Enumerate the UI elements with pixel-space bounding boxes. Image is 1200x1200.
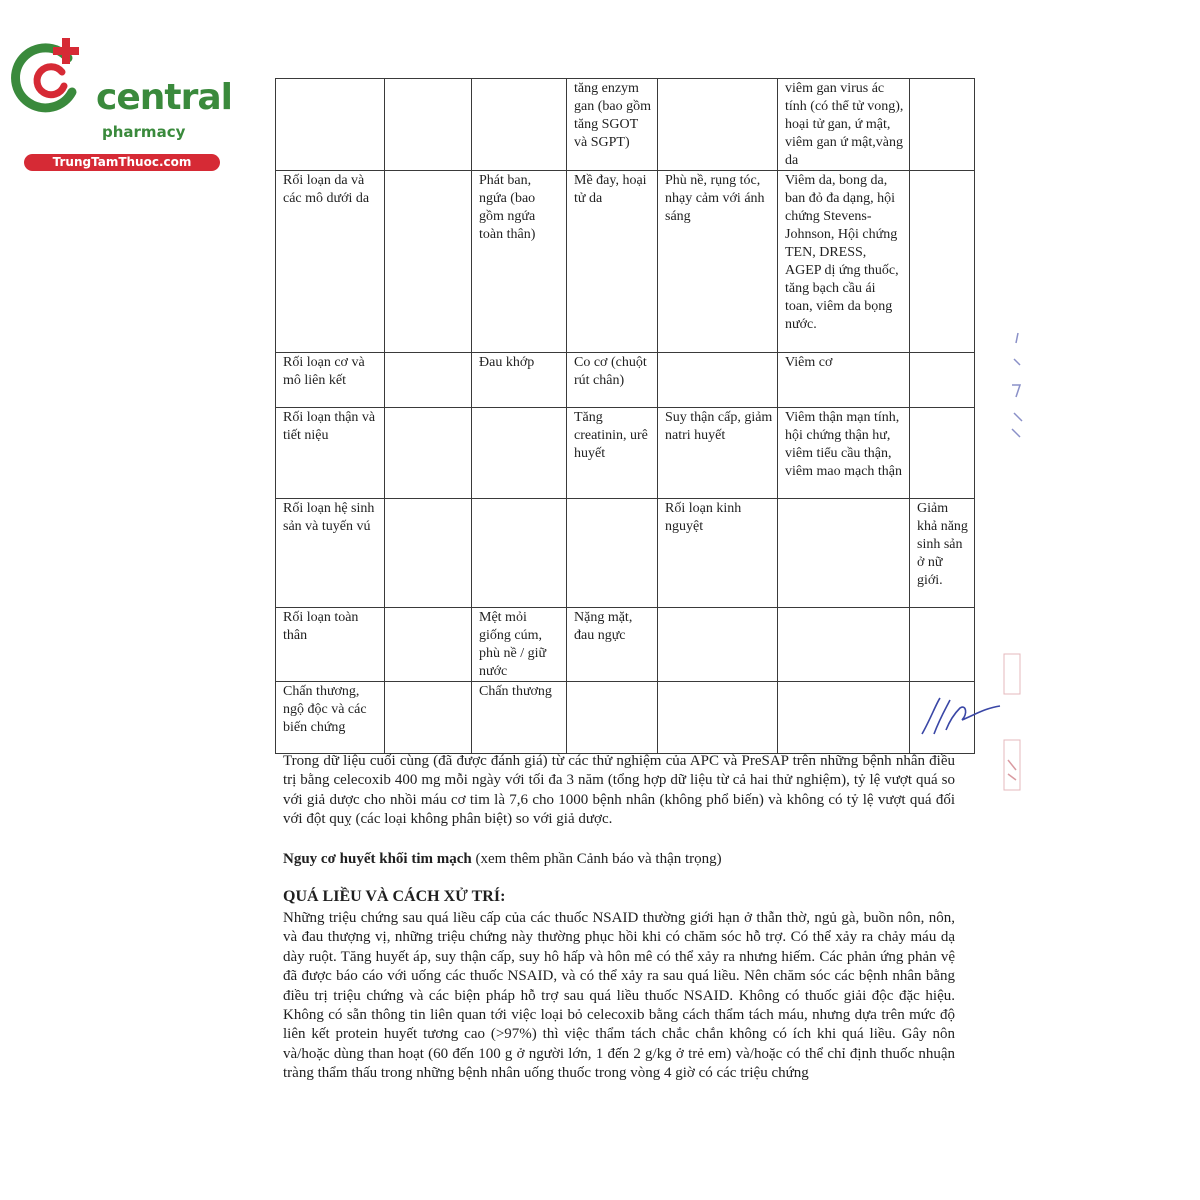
frequency-cell bbox=[910, 171, 975, 353]
table-row bbox=[276, 353, 975, 408]
frequency-cell bbox=[567, 499, 658, 608]
overdose-heading: QUÁ LIỀU VÀ CÁCH XỬ TRÍ: bbox=[283, 888, 506, 905]
thrombosis-risk-note: (xem thêm phần Cảnh báo và thận trọng) bbox=[471, 851, 722, 867]
logo-brand-sub: pharmacy bbox=[102, 123, 186, 141]
frequency-cell: Phù nề, rụng tóc, nhạy cảm với ánh sáng bbox=[658, 171, 778, 353]
frequency-cell bbox=[910, 79, 975, 171]
frequency-cell bbox=[472, 499, 567, 608]
frequency-cell bbox=[472, 408, 567, 499]
thrombosis-risk-title: Nguy cơ huyết khối tim mạch bbox=[283, 851, 472, 867]
frequency-cell bbox=[567, 682, 658, 754]
table-row bbox=[276, 608, 975, 682]
side-stamp-mark bbox=[1004, 325, 1030, 445]
frequency-cell: Phát ban, ngứa (bao gồm ngứa toàn thân) bbox=[472, 171, 567, 353]
adverse-effects-table bbox=[275, 78, 975, 754]
frequency-cell bbox=[385, 171, 472, 353]
frequency-cell bbox=[385, 682, 472, 754]
apc-presap-paragraph: Trong dữ liệu cuối cùng (đã được đánh giá) từ các thử nghiệm của APC và PreSAP trên những bệnh nhân điều trị bằng celecoxib 400 mg mỗi ngày với tối đa 3 năm (tổng hợp dữ liệu từ cả hai thử nghiệm), tỷ lệ vượt quá so với giả dược cho nhồi máu cơ tim là 7,6 cho 1000 bệnh nhân (không phổ biến) và không có tỷ lệ vượt quá đối với đột quỵ (các loại không phân biệt) so với giả dược. bbox=[283, 753, 955, 828]
frequency-cell bbox=[472, 79, 567, 171]
overdose-paragraph: Những triệu chứng sau quá liều cấp của các thuốc NSAID thường giới hạn ở thẫn thờ, ngủ gà, buồn nôn, nôn, và đau thượng vị, những triệu chứng này thường phục hồi khi có chăm sóc hỗ trợ. Có thể xảy ra chảy máu dạ dày ruột. Tăng huyết áp, suy thận cấp, suy hô hấp và hôn mê có thể xảy ra nhưng hiếm. Các phản ứng phản vệ đã được báo cáo với uống các thuốc NSAID, và có thể xảy ra sau quá liều. Nên chăm sóc các bệnh nhân bằng điều trị triệu chứng và các biện pháp hỗ trợ sau quá liều thuốc NSAID. Không có thuốc giải độc đặc hiệu. Không có sẵn thông tin liên quan tới việc loại bỏ celecoxib bằng cách thẩm tách máu, nhưng dựa trên mức độ liên kết protein huyết tương cao (>97%) thì việc thẩm tách chắc chắn không có ích khi quá liều. Gây nôn và/hoặc dùng than hoạt (60 đến 100 g ở người lớn, 1 đến 2 g/kg ở trẻ em) và/hoặc có thể chỉ định thuốc nhuận tràng thẩm thấu trong những bệnh nhân uống thuốc trong vòng 4 giờ có các triệu chứng bbox=[283, 910, 955, 1082]
frequency-cell bbox=[778, 682, 910, 754]
frequency-cell: Chấn thương bbox=[472, 682, 567, 754]
central-pharmacy-logo[interactable] bbox=[10, 36, 232, 169]
frequency-cell: Mệt mỏi giống cúm, phù nề / giữ nước bbox=[472, 608, 567, 682]
frequency-cell bbox=[910, 408, 975, 499]
frequency-cell bbox=[385, 408, 472, 499]
table-row bbox=[276, 499, 975, 608]
table-row bbox=[276, 408, 975, 499]
frequency-cell: Co cơ (chuột rút chân) bbox=[567, 353, 658, 408]
frequency-cell bbox=[385, 79, 472, 171]
organ-system-cell: Rối loạn hệ sinh sản và tuyến vú bbox=[276, 499, 385, 608]
frequency-cell bbox=[658, 608, 778, 682]
logo-brand-name: central bbox=[96, 77, 232, 118]
frequency-cell bbox=[385, 499, 472, 608]
frequency-cell bbox=[385, 608, 472, 682]
frequency-cell bbox=[385, 353, 472, 408]
frequency-cell: Rối loạn kinh nguyệt bbox=[658, 499, 778, 608]
organ-system-cell: Rối loạn da và các mô dưới da bbox=[276, 171, 385, 353]
frequency-cell: Suy thận cấp, giảm natri huyết bbox=[658, 408, 778, 499]
organ-system-cell: Rối loạn toàn thân bbox=[276, 608, 385, 682]
frequency-cell: Viêm thận mạn tính, hội chứng thận hư, viêm tiểu cầu thận, viêm mao mạch thận bbox=[778, 408, 910, 499]
frequency-cell: Nặng mặt, đau ngực bbox=[567, 608, 658, 682]
pharmacy-cross-icon bbox=[10, 36, 94, 116]
frequency-cell bbox=[910, 608, 975, 682]
organ-system-cell: Rối loạn cơ và mô liên kết bbox=[276, 353, 385, 408]
organ-system-cell: Chấn thương, ngộ độc và các biến chứng bbox=[276, 682, 385, 754]
frequency-cell bbox=[778, 499, 910, 608]
frequency-cell: Đau khớp bbox=[472, 353, 567, 408]
frequency-cell: Tăng creatinin, urê huyết bbox=[567, 408, 658, 499]
table-row bbox=[276, 79, 975, 171]
organ-system-cell: Rối loạn thận và tiết niệu bbox=[276, 408, 385, 499]
frequency-cell: viêm gan virus ác tính (có thể tử vong), hoại tử gan, ứ mật, viêm gan ứ mật,vàng da bbox=[778, 79, 910, 171]
frequency-cell bbox=[658, 682, 778, 754]
frequency-cell bbox=[658, 79, 778, 171]
frequency-cell bbox=[658, 353, 778, 408]
frequency-cell bbox=[910, 353, 975, 408]
logo-website-badge[interactable]: TrungTamThuoc.com bbox=[24, 154, 220, 171]
table-row bbox=[276, 682, 975, 754]
frequency-cell bbox=[778, 608, 910, 682]
table-row bbox=[276, 171, 975, 353]
signature-mark bbox=[916, 690, 1006, 740]
frequency-cell: tăng enzym gan (bao gồm tăng SGOT và SGPT) bbox=[567, 79, 658, 171]
frequency-cell: Viêm cơ bbox=[778, 353, 910, 408]
frequency-cell: Viêm da, bong da, ban đỏ đa dạng, hội chứng Stevens-Johnson, Hội chứng TEN, DRESS, AGEP dị ứng thuốc, tăng bạch cầu ái toan, viêm da bọng nước. bbox=[778, 171, 910, 353]
frequency-cell: Mề đay, hoại tử da bbox=[567, 171, 658, 353]
thrombosis-risk-line bbox=[283, 850, 955, 869]
frequency-cell: Giảm khả năng sinh sản ở nữ giới. bbox=[910, 499, 975, 608]
organ-system-cell bbox=[276, 79, 385, 171]
